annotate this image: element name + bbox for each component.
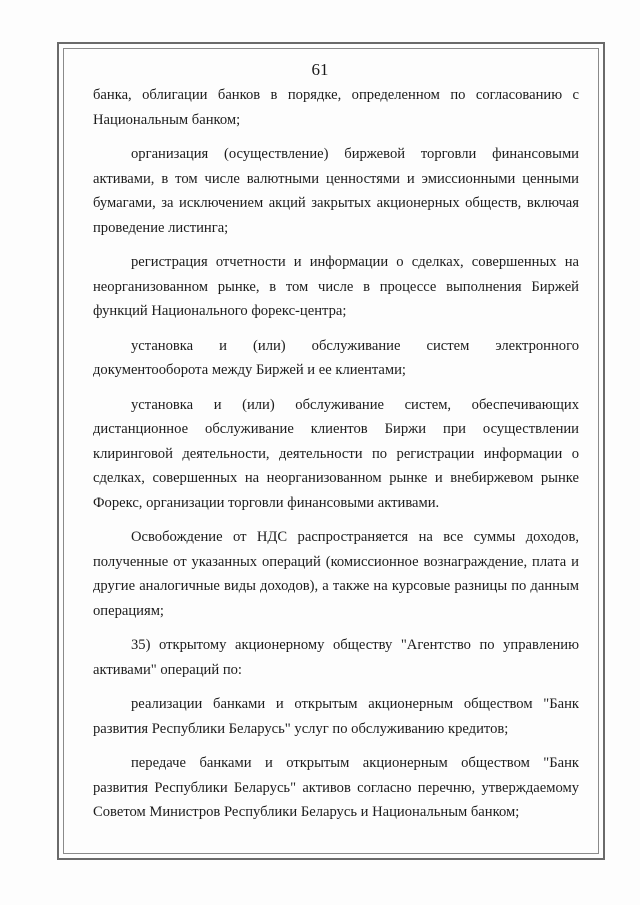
paragraph: передаче банками и открытым акционерным обществом "Банк развития Республики Беларусь" активов согласно перечню, утверждаемому Советом Министров Республики Беларусь и Национальным банком; [93, 755, 579, 820]
page-number: 61 [311, 60, 329, 79]
document-body [93, 83, 579, 835]
paragraph: регистрация отчетности и информации о сделках, совершенных на неорганизованном рынке, в том числе в процессе выполнения Биржей функций Национального форекс-центра; [93, 254, 579, 319]
paragraph: реализации банками и открытым акционерным обществом "Банк развития Республики Беларусь" услуг по обслуживанию кредитов; [93, 696, 579, 737]
paragraph: банка, облигации банков в порядке, определенном по согласованию с Национальным банком; [93, 87, 579, 128]
paragraph: установка и (или) обслуживание систем электронного документооборота между Биржей и ее клиентами; [93, 337, 579, 378]
paragraph: установка и (или) обслуживание систем, обеспечивающих дистанционное обслуживание клиентов Биржи при осуществлении клиринговой деятельности, деятельности по регистрации информации о сделках, совершенных на неорганизованном рынке и внебиржевом рынке Форекс, организации торговли финансовыми активами. [93, 396, 579, 511]
paragraph: Освобождение от НДС распространяется на все суммы доходов, полученные от указанных операций (комиссионное вознаграждение, плата и другие аналогичные виды доходов), а также на курсовые разницы по данным операциям; [93, 529, 579, 619]
paragraph: организация (осуществление) биржевой торговли финансовыми активами, в том числе валютными ценностями и эмиссионными ценными бумагами, за исключением акций закрытых акционерных обществ, включая проведение листинга; [93, 146, 579, 236]
paragraph: 35) открытому акционерному обществу "Агентство по управлению активами" операций по: [93, 637, 579, 678]
